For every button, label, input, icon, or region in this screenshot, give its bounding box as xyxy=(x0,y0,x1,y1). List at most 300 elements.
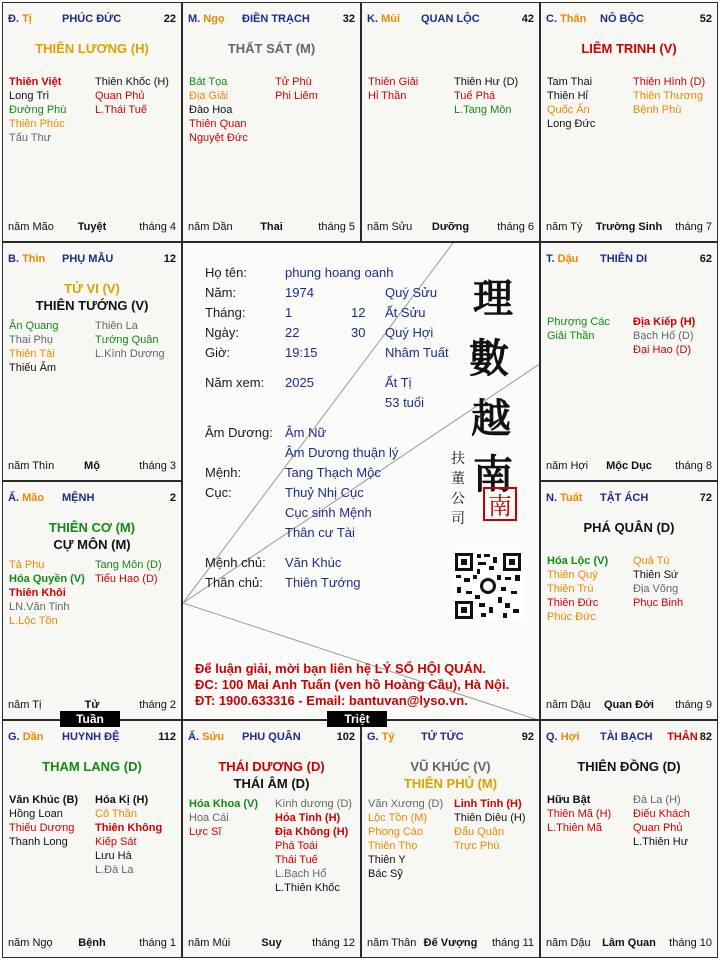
major-star: THIÊN PHỦ (M) xyxy=(403,776,498,791)
minor-stars-right xyxy=(95,793,162,877)
minor-stars-left xyxy=(547,554,608,624)
minor-star: Đường Phù xyxy=(9,104,67,116)
palace-stem-branch xyxy=(188,13,225,25)
minor-star: Kình dương (D) xyxy=(275,798,352,810)
palace-header xyxy=(8,731,176,745)
palace-month: tháng 11 xyxy=(491,937,534,949)
palace-thin xyxy=(2,242,182,481)
minor-stars-left xyxy=(189,75,248,145)
calligraphy-small-column xyxy=(451,449,469,529)
minor-star: Hóa Kị (H) xyxy=(95,794,149,806)
palace-house-name: MỆNH xyxy=(62,492,95,504)
tuan-badge: Tuần xyxy=(60,711,120,727)
minor-star: Thanh Long xyxy=(9,836,68,848)
minor-star: Trực Phù xyxy=(454,840,500,852)
minor-star: Thiên Hỉ xyxy=(547,90,588,102)
minor-stars-left xyxy=(189,797,258,839)
minor-star: Thiên Trù xyxy=(547,583,594,595)
major-star: PHÁ QUÂN (D) xyxy=(583,520,675,535)
minor-star: Thiên Đức xyxy=(547,597,599,609)
minor-star: L.Lộc Tồn xyxy=(9,615,58,627)
minor-star: Thiên Việt xyxy=(9,76,62,88)
palace-stem: Ấ. xyxy=(188,731,199,743)
palace-number-wrap xyxy=(164,253,176,265)
qr-code[interactable] xyxy=(453,551,523,621)
major-star: THIÊN TƯỚNG (V) xyxy=(35,298,149,313)
major-star: THAM LANG (D) xyxy=(42,759,142,774)
palace-number: 102 xyxy=(336,731,355,743)
label-cuc: Cục: xyxy=(205,485,232,500)
red-seal: 南 xyxy=(483,487,517,521)
minor-star: Phượng Các xyxy=(547,316,610,328)
palace-month: tháng 8 xyxy=(675,460,712,472)
palace-footer xyxy=(188,937,355,951)
minor-star: Thiên Tài xyxy=(9,348,55,360)
major-star: THIÊN LƯƠNG (H) xyxy=(35,41,149,56)
palace-stem-branch xyxy=(8,13,32,25)
minor-stars-left xyxy=(547,75,595,131)
label-thang: Tháng: xyxy=(205,305,246,320)
minor-star: Hóa Khoa (V) xyxy=(189,798,259,810)
palace-house-name: TẬT ÁCH xyxy=(600,492,649,504)
palace-number-wrap xyxy=(164,13,176,25)
minor-star: Thiên La xyxy=(95,320,138,332)
minor-star: Thiên Sứ xyxy=(633,569,679,581)
palace-number: 52 xyxy=(699,13,712,25)
triet-badge: Triệt xyxy=(327,711,387,727)
palace-mui xyxy=(361,2,540,242)
palace-footer xyxy=(8,460,176,474)
palace-header xyxy=(8,13,176,27)
minor-star: Thiên Khôi xyxy=(9,587,66,599)
value-gio-can-chi: Nhâm Tuất xyxy=(385,345,449,360)
minor-star: Long Đức xyxy=(547,118,596,130)
minor-stars-left xyxy=(9,75,66,145)
palace-house-name: NÔ BỘC xyxy=(600,13,644,25)
palace-number: 32 xyxy=(342,13,355,25)
palace-number: 72 xyxy=(699,492,712,504)
major-star: THIÊN ĐỒNG (D) xyxy=(577,759,681,774)
palace-month: tháng 1 xyxy=(139,937,176,949)
palace-number-wrap xyxy=(667,731,712,743)
palace-header xyxy=(8,492,176,506)
palace-footer xyxy=(188,221,355,235)
palace-year: năm Hợi xyxy=(546,460,589,472)
palace-house-name: TỬ TỨC xyxy=(421,731,464,743)
palace-year: năm Tị xyxy=(8,699,42,711)
minor-stars-left xyxy=(547,793,611,835)
minor-star: Hỏa Tinh (H) xyxy=(275,812,341,824)
palace-header xyxy=(546,731,712,745)
minor-star: L.Kình Dương xyxy=(95,348,165,360)
minor-star: Lưu Hà xyxy=(95,850,132,862)
minor-star: Thai Phụ xyxy=(9,334,54,346)
palace-than xyxy=(540,2,718,242)
minor-star: Thiên Quý xyxy=(547,569,598,581)
palace-header xyxy=(367,731,534,745)
palace-month: tháng 2 xyxy=(139,699,176,711)
minor-star: Thiếu Dương xyxy=(9,822,75,834)
palace-branch: Dần xyxy=(22,731,44,743)
minor-star: Địa Võng xyxy=(633,583,679,595)
minor-star: Phong Cáo xyxy=(368,826,424,838)
palace-stage: Quan Đới xyxy=(604,699,654,711)
palace-stem-branch xyxy=(546,492,582,504)
palace-stem-branch xyxy=(367,731,395,743)
minor-star: Tam Thai xyxy=(547,76,593,88)
palace-branch: Tý xyxy=(381,731,395,743)
label-nam-xem: Năm xem: xyxy=(205,375,265,390)
label-gio: Giờ: xyxy=(205,345,231,360)
minor-stars-left xyxy=(9,319,59,375)
palace-stage: Đế Vượng xyxy=(423,937,478,949)
minor-star: Bạch Hổ (D) xyxy=(633,330,694,342)
palace-stage: Trường Sinh xyxy=(595,221,663,233)
value-thang-am: 12 xyxy=(351,305,366,320)
palace-month: tháng 5 xyxy=(318,221,355,233)
minor-star: Quốc Ấn xyxy=(547,104,590,116)
minor-star: Thiên Thọ xyxy=(368,840,418,852)
label-nam: Năm: xyxy=(205,285,237,300)
minor-star: Bát Tọa xyxy=(189,76,228,88)
minor-star: Thiên Quan xyxy=(189,118,247,130)
minor-star: L.Tang Môn xyxy=(454,104,512,116)
palace-year: năm Dậu xyxy=(546,699,591,711)
minor-star: Thiên Không xyxy=(95,822,163,834)
label-ngay: Ngày: xyxy=(205,325,239,340)
minor-star: Quả Tú xyxy=(633,555,670,567)
palace-house-name: TÀI BẠCH xyxy=(600,731,653,743)
palace-number: 42 xyxy=(521,13,534,25)
minor-star: Hoa Cái xyxy=(189,812,229,824)
palace-number: 82 xyxy=(699,731,712,743)
small-char-1: 扶 xyxy=(451,451,465,467)
palace-ngo xyxy=(182,2,361,242)
palace-number-wrap xyxy=(343,13,355,25)
minor-star: Đại Hao (D) xyxy=(633,344,692,356)
palace-number: 12 xyxy=(163,253,176,265)
palace-house-name: PHU QUÂN xyxy=(242,731,301,743)
contact-line-3: ĐT: 1900.633316 - Email: bantuvan@lyso.vn. xyxy=(195,693,468,708)
calligraphy-char-4: 南 xyxy=(473,451,513,498)
palace-year: năm Dậu xyxy=(546,937,591,949)
palace-month: tháng 4 xyxy=(139,221,176,233)
palace-mao xyxy=(2,481,182,720)
palace-month: tháng 12 xyxy=(312,937,355,949)
minor-stars-right xyxy=(95,319,165,361)
palace-stem: Đ. xyxy=(8,13,19,25)
palace-stem: M. xyxy=(188,13,201,25)
palace-dan xyxy=(2,720,182,958)
palace-stem-branch xyxy=(546,731,580,743)
palace-stem: K. xyxy=(367,13,378,25)
value-am-duong: Âm Nữ xyxy=(285,425,327,440)
minor-star: L.Đà La xyxy=(95,864,134,876)
minor-stars-right xyxy=(633,75,705,117)
minor-star: Bệnh Phù xyxy=(633,104,682,116)
small-char-4: 司 xyxy=(451,511,465,527)
label-menh-chu: Mệnh chủ: xyxy=(205,555,266,570)
contact-line-1: Để luận giải, mời bạn liên hệ LÝ SỐ HỘI QUÁN. xyxy=(195,661,486,676)
minor-star: Thiên Giải xyxy=(368,76,419,88)
minor-star: Tuế Phá xyxy=(454,90,496,102)
minor-stars-left xyxy=(9,793,78,849)
label-ho-ten: Họ tên: xyxy=(205,265,247,280)
palace-stem: C. xyxy=(546,13,557,25)
minor-star: L.Thiên Mã xyxy=(547,822,603,834)
palace-stem: B. xyxy=(8,253,19,265)
minor-star: Văn Xương (D) xyxy=(368,798,444,810)
minor-star: Tấu Thư xyxy=(9,132,52,144)
palace-house-name: QUAN LỘC xyxy=(421,13,480,25)
palace-month: tháng 3 xyxy=(139,460,176,472)
palace-header xyxy=(8,253,176,267)
palace-stem: N. xyxy=(546,492,557,504)
palace-stem-branch xyxy=(8,731,43,743)
palace-branch: Sửu xyxy=(202,731,225,743)
minor-stars-right xyxy=(633,554,683,610)
value-gio: 19:15 xyxy=(285,345,318,360)
minor-star: Ân Quang xyxy=(9,320,59,332)
palace-year: năm Thìn xyxy=(8,460,55,472)
palace-footer xyxy=(546,221,712,235)
palace-stage: Thai xyxy=(260,221,283,233)
value-than-chu: Thiên Tướng xyxy=(285,575,361,590)
minor-star: Thiên Thương xyxy=(633,90,704,102)
minor-star: Địa Giải xyxy=(189,90,229,102)
major-star: THIÊN CƠ (M) xyxy=(48,520,136,535)
palace-month: tháng 6 xyxy=(497,221,534,233)
minor-star: Thiên Hình (D) xyxy=(633,76,706,88)
minor-star: Tả Phụ xyxy=(9,559,45,571)
minor-star: Lực Sĩ xyxy=(189,826,222,838)
minor-stars-left xyxy=(368,75,418,103)
minor-star: Phúc Đức xyxy=(547,611,596,623)
palace-stem-branch xyxy=(546,253,578,265)
major-star: CỰ MÔN (M) xyxy=(53,537,131,552)
major-star: VŨ KHÚC (V) xyxy=(410,759,491,774)
minor-star: Địa Kiếp (H) xyxy=(633,316,696,328)
palace-month: tháng 10 xyxy=(669,937,712,949)
value-ngay-can-chi: Quý Hợi xyxy=(385,325,434,340)
value-menh-chu: Văn Khúc xyxy=(285,555,342,570)
label-am-duong: Âm Dương: xyxy=(205,425,273,440)
palace-header xyxy=(188,731,355,745)
palace-number: 92 xyxy=(521,731,534,743)
palace-stem: G. xyxy=(8,731,20,743)
minor-star: Quan Phủ xyxy=(95,90,145,102)
minor-star: Lộc Tồn (M) xyxy=(368,812,428,824)
palace-header xyxy=(546,13,712,27)
major-star: THÁI ÂM (D) xyxy=(233,776,310,791)
palace-stem-branch xyxy=(8,492,44,504)
palace-footer xyxy=(8,221,176,235)
small-char-2: 董 xyxy=(451,471,465,487)
value-thang-can-chi: Ất Sửu xyxy=(385,305,426,320)
minor-star: Thiên Y xyxy=(368,854,406,866)
minor-star: Thiên Hư (D) xyxy=(454,76,519,88)
minor-star: Văn Khúc (B) xyxy=(9,794,79,806)
palace-number-wrap xyxy=(522,731,534,743)
minor-star: Thiên Diêu (H) xyxy=(454,812,526,824)
minor-star: Đẩu Quân xyxy=(454,826,505,838)
palace-stage: Suy xyxy=(261,937,282,949)
minor-star: Thiên Phúc xyxy=(9,118,65,130)
palace-ty-top xyxy=(2,2,182,242)
value-nam-can-chi: Quý Sửu xyxy=(385,285,438,300)
minor-star: Tiểu Hao (D) xyxy=(95,573,158,585)
palace-footer xyxy=(546,937,712,951)
minor-star: Thiên Khốc (H) xyxy=(95,76,169,88)
minor-star: L.Bạch Hổ xyxy=(275,868,327,880)
palace-number: 2 xyxy=(169,492,176,504)
palace-year: năm Thân xyxy=(367,937,417,949)
minor-star: Quan Phủ xyxy=(633,822,683,834)
value-cuc-2: Cục sinh Mệnh xyxy=(285,505,372,520)
palace-header xyxy=(546,492,712,506)
palace-year: năm Sửu xyxy=(367,221,413,233)
minor-star: Phi Liêm xyxy=(275,90,318,102)
minor-star: Long Trì xyxy=(9,90,50,102)
minor-star: Hóa Lộc (V) xyxy=(547,555,609,567)
palace-stem-branch xyxy=(367,13,400,25)
value-cuc-3: Thân cư Tài xyxy=(285,525,355,540)
palace-footer xyxy=(8,937,176,951)
minor-star: Đào Hoa xyxy=(189,104,233,116)
palace-tuat xyxy=(540,481,718,720)
major-star: THÁI DƯƠNG (D) xyxy=(218,759,325,774)
palace-stem: T. xyxy=(546,253,555,265)
contact-line-2: ĐC: 100 Mai Anh Tuấn (ven hồ Hoàng Cầu), Hà Nội. xyxy=(195,677,510,692)
palace-number: 62 xyxy=(699,253,712,265)
value-cuc: Thuỷ Nhị Cục xyxy=(285,485,364,500)
palace-house-name: PHỤ MẪU xyxy=(62,253,114,265)
palace-stem: Q. xyxy=(546,731,558,743)
palace-branch: Tị xyxy=(22,13,32,25)
palace-branch: Dậu xyxy=(557,253,579,265)
palace-year: năm Ngọ xyxy=(8,937,53,949)
minor-star: L.Thiên Hư xyxy=(633,836,689,848)
palace-stem-branch xyxy=(546,13,586,25)
minor-star: Hỉ Thần xyxy=(368,90,407,102)
major-star: TỬ VI (V) xyxy=(64,281,120,296)
minor-star: Bác Sỹ xyxy=(368,868,403,880)
minor-stars-left xyxy=(547,315,610,343)
minor-star: Phục Binh xyxy=(633,597,684,609)
palace-month: tháng 9 xyxy=(675,699,712,711)
palace-branch: Mão xyxy=(22,492,45,504)
palace-branch: Tuất xyxy=(560,492,583,504)
minor-star: Hóa Quyền (V) xyxy=(9,573,85,585)
palace-stem-branch xyxy=(188,731,224,743)
palace-than-marker: THÂN xyxy=(667,731,698,743)
palace-footer xyxy=(546,699,712,713)
palace-footer xyxy=(367,937,534,951)
palace-stage: Mộ xyxy=(84,460,100,472)
palace-hoi xyxy=(540,720,718,958)
minor-stars-left xyxy=(368,797,443,881)
palace-stage: Tuyệt xyxy=(77,221,107,233)
palace-month: tháng 7 xyxy=(675,221,712,233)
palace-number-wrap xyxy=(522,13,534,25)
palace-branch: Mùi xyxy=(381,13,401,25)
palace-stage: Bệnh xyxy=(78,937,106,949)
palace-ty-bot xyxy=(361,720,540,958)
minor-stars-right xyxy=(95,558,162,586)
value-nam-xem: 2025 xyxy=(285,375,314,390)
palace-header xyxy=(188,13,355,27)
palace-year: năm Mão xyxy=(8,221,54,233)
value-ngay-duong: 22 xyxy=(285,325,300,340)
minor-star: Đà La (H) xyxy=(633,794,681,806)
minor-star: L.Thái Tuế xyxy=(95,104,147,116)
minor-star: Nguyệt Đức xyxy=(189,132,248,144)
value-thang-duong: 1 xyxy=(285,305,293,320)
minor-star: Kiếp Sát xyxy=(95,836,137,848)
palace-house-name: ĐIỀN TRẠCH xyxy=(242,13,310,25)
palace-stem: Ấ. xyxy=(8,492,19,504)
minor-star: Giải Thần xyxy=(547,330,595,342)
minor-stars-right xyxy=(454,75,518,117)
value-ngay-am: 30 xyxy=(351,325,366,340)
palace-stem: G. xyxy=(367,731,379,743)
minor-star: Hồng Loan xyxy=(9,808,63,820)
calligraphy-char-2: 數 xyxy=(469,335,509,382)
palace-house-name: THIÊN DI xyxy=(600,253,648,265)
minor-star: Thiên Mã (H) xyxy=(547,808,612,820)
palace-footer xyxy=(367,221,534,235)
palace-dau xyxy=(540,242,718,481)
minor-star: Thái Tuế xyxy=(275,854,318,866)
palace-branch: Thìn xyxy=(22,253,46,265)
palace-stage: Tử xyxy=(84,699,100,711)
minor-star: Điếu Khách xyxy=(633,808,690,820)
palace-footer xyxy=(546,460,712,474)
palace-number-wrap xyxy=(170,492,176,504)
minor-star: LN.Văn Tinh xyxy=(9,601,70,613)
minor-stars-right xyxy=(95,75,169,117)
small-char-3: 公 xyxy=(451,491,465,507)
value-nam-xem-can-chi: Ất Tị xyxy=(385,375,412,390)
tuvi-chart xyxy=(2,2,718,958)
palace-year: năm Mùi xyxy=(188,937,231,949)
value-tuoi: 53 tuổi xyxy=(385,395,425,410)
palace-branch: Thân xyxy=(560,13,587,25)
label-menh: Mệnh: xyxy=(205,465,242,480)
minor-stars-right xyxy=(633,315,695,357)
palace-stage: Lâm Quan xyxy=(602,937,656,949)
major-star: LIÊM TRINH (V) xyxy=(581,41,677,56)
palace-number-wrap xyxy=(700,13,712,25)
minor-star: Tang Môn (D) xyxy=(95,559,162,571)
minor-star: Linh Tinh (H) xyxy=(454,798,522,810)
palace-number-wrap xyxy=(700,253,712,265)
palace-stage: Dưỡng xyxy=(431,221,470,233)
palace-number-wrap xyxy=(158,731,176,743)
minor-stars-right xyxy=(454,797,526,853)
minor-star: Hữu Bật xyxy=(547,794,591,806)
palace-branch: Hợi xyxy=(560,731,580,743)
value-am-duong-2: Âm Dương thuận lý xyxy=(285,445,399,460)
palace-house-name: PHÚC ĐỨC xyxy=(62,13,122,25)
label-than-chu: Thân chủ: xyxy=(205,575,263,590)
calligraphy-char-1: 理 xyxy=(473,275,513,322)
value-menh: Tang Thạch Mộc xyxy=(285,465,381,480)
minor-star: Tướng Quân xyxy=(95,334,159,346)
minor-star: L.Thiên Khốc xyxy=(275,882,340,894)
value-nam: 1974 xyxy=(285,285,314,300)
palace-house-name: HUYNH ĐỆ xyxy=(62,731,120,743)
